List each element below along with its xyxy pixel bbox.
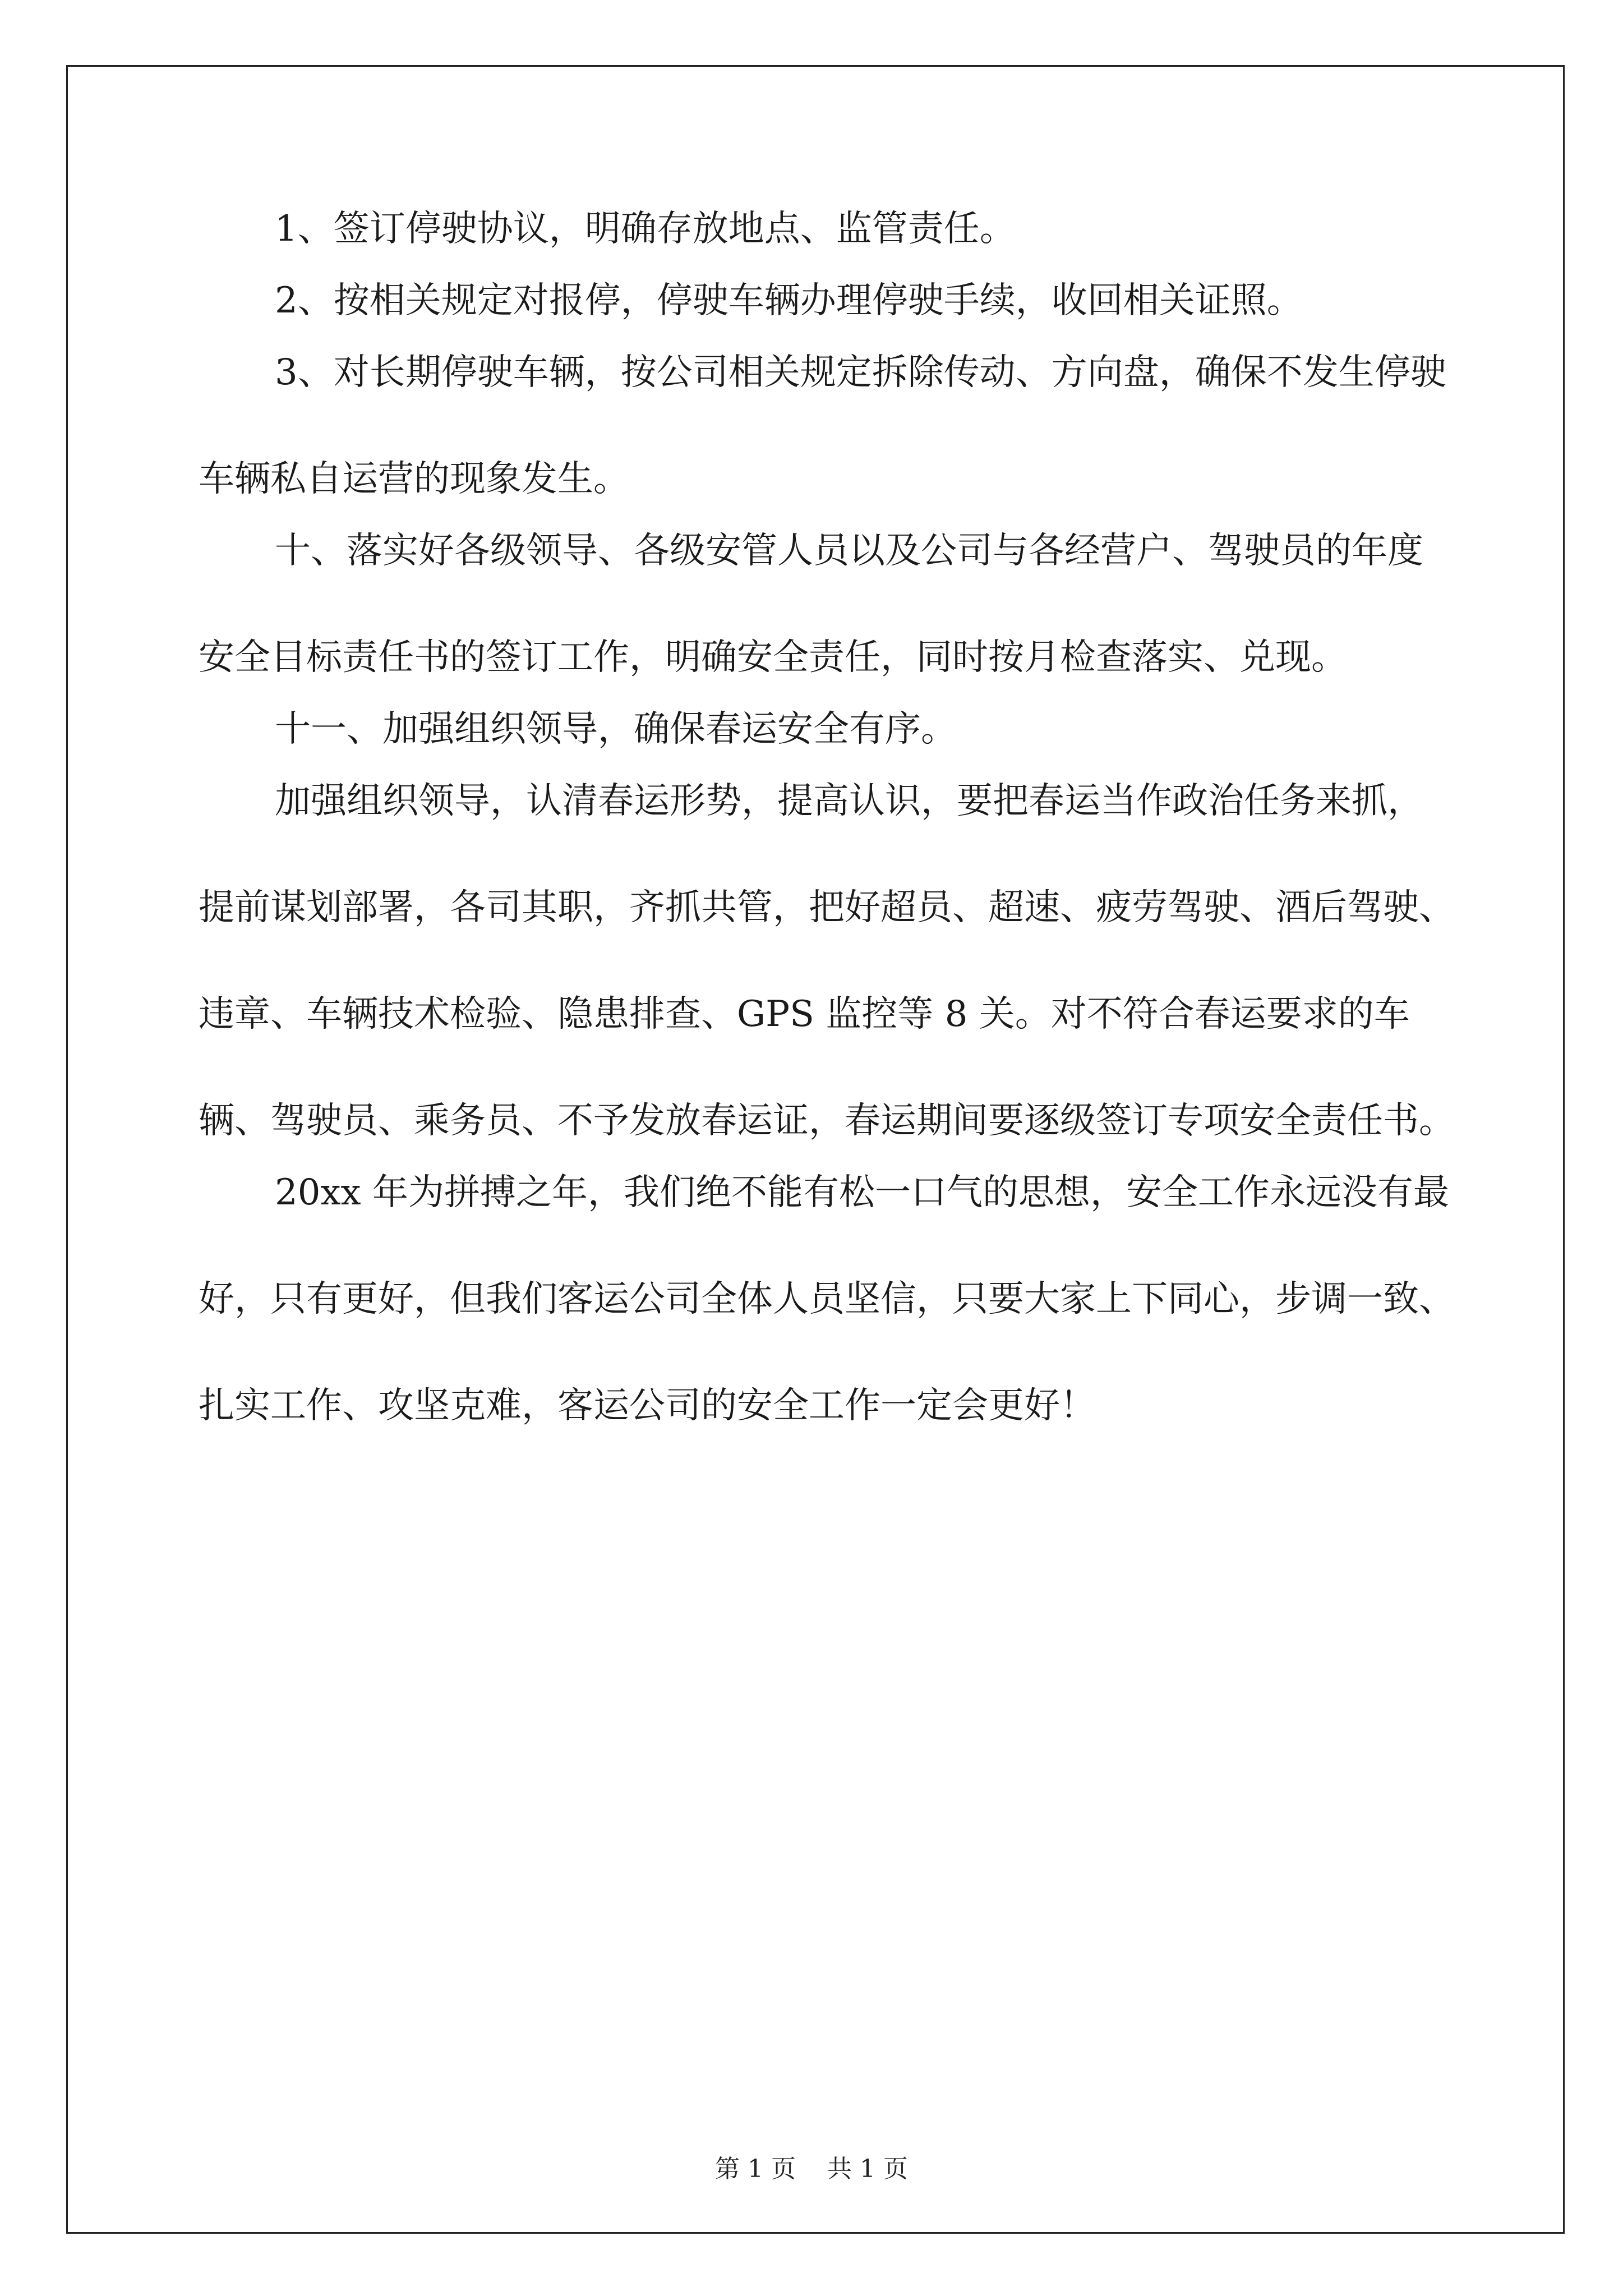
paragraph-1: 1、签订停驶协议，明确存放地点、监管责任。 (275, 208, 1016, 250)
paragraph-5: 十一、加强组织领导，确保春运安全有序。 (275, 708, 957, 750)
paragraph-6: 加强组织领导，认清春运形势，提高认识，要把春运当作政治任务来抓，提前谋划部署，各司其职，齐抓共管，把好超员、超速、疲劳驾驶、酒后驾驶、违章、车辆技术检验、隐患排查、GPS 监控等 8 关。对不符合春运要求的车辆、驾驶员、乘务员、不予发放春运证，春运期间要逐级签订专项安全责任书。 (199, 780, 1455, 1142)
paragraph-4: 十、落实好各级领导、各级安管人员以及公司与各经营户、驾驶员的年度安全目标责任书的签订工作，明确安全责任，同时按月检查落实、兑现。 (199, 530, 1423, 678)
paragraph-2: 2、按相关规定对报停，停驶车辆办理停驶手续，收回相关证照。 (275, 280, 1303, 321)
document-body (199, 210, 1455, 1459)
paragraph-3: 3、对长期停驶车辆，按公司相关规定拆除传动、方向盘，确保不发生停驶车辆私自运营的现象发生。 (199, 352, 1446, 500)
page-footer: 第 1 页 共 1 页 (715, 2155, 908, 2183)
paragraph-7: 20xx 年为拼搏之年，我们绝不能有松一口气的思想，安全工作永远没有最好，只有更好，但我们客运公司全体人员坚信，只要大家上下同心，步调一致、扎实工作、攻坚克难，客运公司的安全工作一定会更好！ (199, 1172, 1455, 1427)
